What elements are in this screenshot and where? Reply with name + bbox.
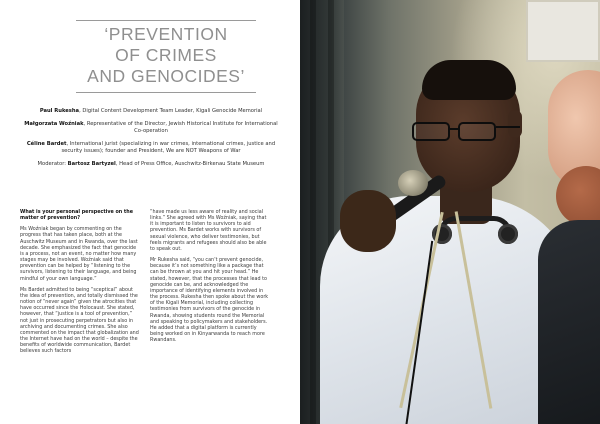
title-top-rule xyxy=(76,20,256,21)
foreground-person xyxy=(538,70,600,424)
foreground-person-body xyxy=(538,220,600,424)
speaker-hand xyxy=(340,190,396,252)
headphones-icon xyxy=(438,210,512,244)
glasses-lens xyxy=(412,122,450,141)
paragraph: “have made us less aware of reality and social links.” She agreed with Ms Woźniak, saying that it is important to listen to survivors to aid prevention. Ms Bardet works with survivors of sexual violence, who deliver testimonies, but feels migrants and refugees should also be able to speak out. xyxy=(150,209,267,252)
glasses-icon xyxy=(412,122,516,144)
speaker-list xyxy=(20,108,282,174)
paragraph: Mr Rukesha said, “you can’t prevent genocide, because it’s not something like a package that can be thrown at you and hit your head.” He stated, however, that the processes that lead to genocide can be, and acknowledged the importance of identifying elements involved in the process. Rukesha then spoke about the work of the Kigali Memorial, including collecting testimonies from survivors of the genocide in Rwanda, showing students round the Memorial and speaking to policymakers and stakeholders. He added that a digital platform is currently being worked on in Kinyarwanda to reach more Rwandans. xyxy=(150,257,269,344)
microphone-head xyxy=(398,170,428,196)
title-line-1: ‘PREVENTION xyxy=(104,24,228,44)
paragraph: Ms Woźniak began by commenting on the progress that has taken place, both at the Auschwitz Museum and in Rwanda, over the last decade. She emphasized the fact that genocide is a process, not an event, no matter how many stages may be involved. Woźniak said that prevention can be helped by “listening to the survivors, listening to their language, and being mindful of your own language.” xyxy=(20,226,138,282)
title-bottom-rule xyxy=(76,92,256,93)
glasses-lens xyxy=(458,122,496,141)
speaker-name: Paul Rukesha xyxy=(39,108,80,114)
speaker-hair xyxy=(422,60,516,100)
speaker-role: , Digital Content Development Team Leader, Kigali Genocide Memorial xyxy=(79,108,263,114)
text-column-1 xyxy=(20,209,141,359)
speaker-entry xyxy=(20,121,282,135)
curtain-fold xyxy=(310,0,316,424)
headphones-cup xyxy=(498,224,518,244)
speaker-entry xyxy=(20,108,282,115)
speaker-name: Małgorzata Woźniak xyxy=(24,121,84,127)
title-line-2: OF CRIMES xyxy=(115,45,217,65)
moderator-name: Bartosz Bartyzel xyxy=(67,161,116,167)
glasses-temple xyxy=(496,126,520,128)
speaker-photo xyxy=(300,0,600,424)
speaker-role: , International jurist (specializing in war crimes, international crimes, justice and security issues); founder and President, We are NOT Weapons of War xyxy=(61,141,276,154)
speaker-name: Céline Bardet xyxy=(26,141,67,147)
title-line-3: AND GENOCIDES’ xyxy=(87,66,245,86)
photo-wall-frame xyxy=(526,0,600,62)
moderator-prefix: Moderator: xyxy=(37,161,68,167)
page-title xyxy=(40,24,292,87)
speaker-entry xyxy=(20,141,282,155)
paragraph: Ms Bardet admitted to being “sceptical” about the idea of prevention, and totally dismissed the notion of “never again” given the atrocities that have occurred since the Holocaust. She stated, however, that “justice is a tool of prevention,” not just in prosecuting perpetrators but also in archiving and documenting crimes. She also commented on the impact that globalization and the Internet have had on the world – despite the benefits of worldwide communication, Bardet believes such factors xyxy=(20,286,139,355)
moderator-entry xyxy=(20,161,282,168)
speaker-role: , Representative of the Director, Jewish Historical Institute for International Co-operation xyxy=(83,121,278,134)
moderator-role: , Head of Press Office, Auschwitz-Birkenau State Museum xyxy=(115,161,265,167)
question-heading: What is your personal perspective on the matter of prevention? xyxy=(20,209,133,222)
text-column-2 xyxy=(150,209,271,348)
